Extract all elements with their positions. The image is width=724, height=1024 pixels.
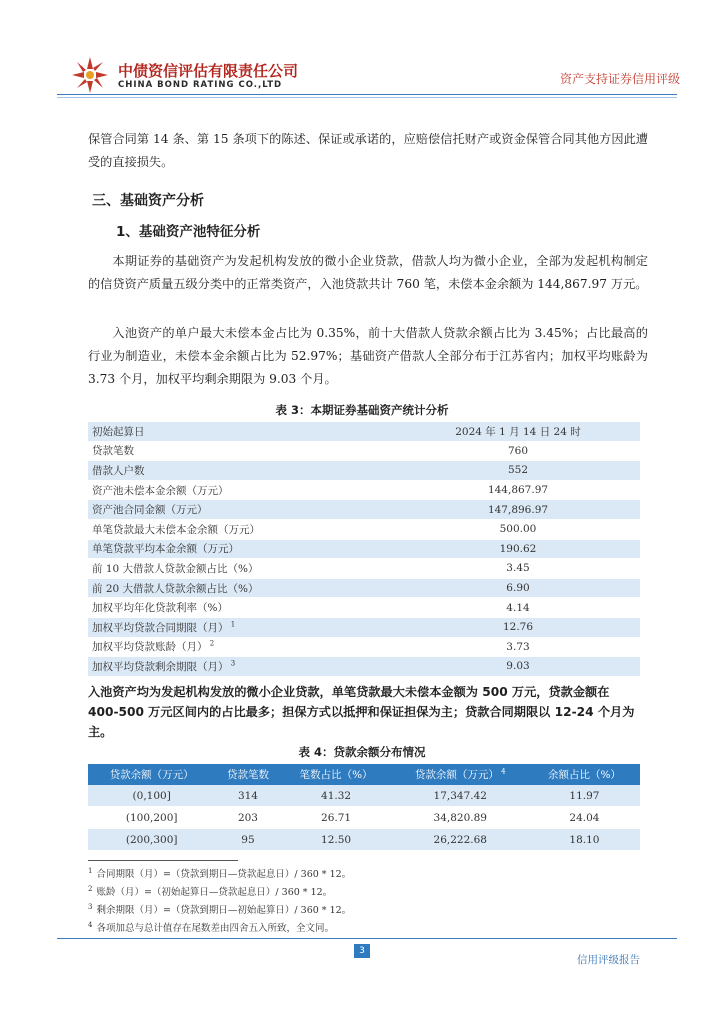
table3-label-cell: 加权平均贷款剩余期限（月） $^3$	[88, 657, 396, 677]
table3-row	[88, 578, 640, 598]
table4-cell: 314	[215, 785, 280, 807]
footer-label: 信用评级报告	[577, 954, 640, 966]
table4-header-cell: 贷款笔数	[215, 764, 280, 785]
table3-value-cell: 4.14	[506, 601, 530, 614]
table3-label-cell: 单笔贷款平均本金余额（万元）	[88, 539, 396, 559]
table3-row	[88, 461, 640, 481]
footnote-item: $^1$ 合同期限（月）=（贷款到期日—贷款起息日）/ 360 * 12。	[88, 867, 352, 881]
table3-row	[88, 422, 640, 441]
table4-row	[88, 807, 640, 829]
footnote-divider	[88, 860, 238, 861]
table3-value-cell: 12.76	[396, 617, 640, 637]
table4-balance-distribution	[88, 764, 640, 851]
table4-cell: 41.32	[281, 785, 392, 807]
table3-row	[88, 598, 640, 618]
table4-row	[88, 829, 640, 851]
footnote-ref: 1	[228, 620, 236, 629]
table3-label-cell: 初始起算日	[88, 422, 396, 441]
table4-cell: (200,300]	[88, 829, 215, 851]
footnotes	[88, 864, 644, 937]
table4-cell: 17,347.42	[392, 785, 529, 807]
table4-cell: (0,100]	[88, 785, 215, 807]
subsection-title: 1、基础资产池特征分析	[116, 224, 261, 240]
table4-cell: 95	[215, 829, 280, 851]
footnote-ref: 4	[498, 767, 506, 776]
table3-value-cell: 552	[396, 461, 640, 481]
intro-paragraph: 保管合同第 14 条、第 15 条项下的陈述、保证或承诺的，应赔偿信托财产或资金保管合同其他方因此遭受的直接损失。	[88, 132, 648, 169]
table4-cell: 26,222.68	[392, 829, 529, 851]
table4-header-cell: 贷款余额（万元） $^4$	[392, 764, 529, 785]
page-header	[0, 0, 724, 100]
paragraph-pool-concentration: 入池资产的单户最大未偿本金占比为 0.35%，前十大借款人贷款余额占比为 3.45%；占比最高的行业为制造业，未偿本金余额占比为 52.97%；基础资产借款人全部分布于江苏省内；加权平均账龄为 3.73 个月，加权平均剩余期限为 9.03 个月。	[88, 326, 648, 386]
table4-caption: 表 4：贷款余额分布情况	[298, 745, 426, 759]
table4-cell: 18.10	[529, 829, 640, 851]
table3-row	[88, 559, 640, 579]
table4-cell: 34,820.89	[392, 807, 529, 829]
table3-asset-statistics	[88, 422, 640, 677]
table3-label-cell: 资产池未偿本金余额（万元）	[92, 484, 229, 497]
table3-value-cell: 147,896.97	[396, 500, 640, 520]
bold-summary-paragraph: 入池资产均为发起机构发放的微小企业贷款，单笔贷款最大未偿本金额为 500 万元，贷款金额在 400-500 万元区间内的占比最多；担保方式以抵押和保证担保为主；贷款合同期限以 12-24 个月为主。	[88, 685, 635, 739]
table3-row	[88, 539, 640, 559]
table4-header-cell: 笔数占比（%）	[281, 764, 392, 785]
paragraph-pool-overview: 本期证券的基础资产为发起机构发放的微小企业贷款，借款人均为微小企业，全部为发起机构制定的信贷资产质量五级分类中的正常类资产，入池贷款共计 760 笔，未偿本金余额为 144,867.97 万元。	[88, 254, 648, 291]
table3-row	[88, 480, 640, 500]
table3-value-cell: 3.45	[506, 562, 530, 575]
header-divider	[57, 94, 677, 95]
table4-cell: 12.50	[281, 829, 392, 851]
table4-row	[88, 785, 640, 807]
footer-divider	[57, 938, 677, 939]
table3-label-cell: 加权平均贷款合同期限（月） $^1$	[88, 617, 396, 637]
table3-value-cell: 500.00	[499, 523, 537, 536]
table3-label-cell: 加权平均贷款账龄（月） $^2$	[92, 639, 215, 654]
table4-cell: 26.71	[281, 807, 392, 829]
table4-cell: 203	[215, 807, 280, 829]
table3-label-cell: 加权平均年化贷款利率（%）	[92, 602, 228, 615]
table3-value-cell: 760	[507, 444, 529, 457]
company-name-cn: 中债资信评估有限责任公司	[118, 62, 299, 80]
table4-cell: 24.04	[529, 807, 640, 829]
table3-value-cell: 144,867.97	[487, 484, 549, 497]
company-name-en: CHINA BOND RATING CO.,LTD	[118, 80, 283, 90]
table3-row	[88, 637, 640, 657]
table3-label-cell: 单笔贷款最大未偿本金余额（万元）	[92, 523, 260, 536]
table3-caption: 表 3：本期证券基础资产统计分析	[275, 403, 449, 417]
table3-row	[88, 500, 640, 520]
table3-value-cell: 190.62	[396, 539, 640, 559]
report-type-label: 资产支持证券信用评级	[559, 72, 680, 86]
table3-row	[88, 617, 640, 637]
footnote-item: $^4$ 各项加总与总计值存在尾数差由四舍五入所致，全文同。	[88, 921, 334, 935]
table3-value-cell: 2024 年 1 月 14 日 24 时	[396, 422, 640, 441]
table3-label-cell: 前 20 大借款人贷款余额占比（%）	[88, 578, 396, 598]
footnote-ref: 2	[207, 639, 215, 648]
table3-row	[88, 441, 640, 461]
table4-header-cell: 余额占比（%）	[529, 764, 640, 785]
header-divider-secondary	[57, 97, 677, 98]
table3-value-cell: 3.73	[506, 640, 530, 653]
table3-label-cell: 资产池合同金额（万元）	[88, 500, 396, 520]
table3-label-cell: 前 10 大借款人贷款金额占比（%）	[92, 562, 259, 575]
table4-header-cell: 贷款余额（万元）	[88, 764, 215, 785]
table3-value-cell: 6.90	[396, 578, 640, 598]
table3-value-cell: 9.03	[396, 657, 640, 677]
table3-row	[88, 657, 640, 677]
table3-label-cell: 借款人户数	[88, 461, 396, 481]
footnote-ref: 3	[228, 659, 236, 668]
table4-cell: 11.97	[529, 785, 640, 807]
page-number: 3	[354, 944, 370, 958]
company-logo-icon	[70, 55, 110, 95]
footnote-item: $^2$ 账龄（月）=（初始起算日—贷款起息日）/ 360 * 12。	[88, 885, 333, 899]
table3-label-cell: 贷款笔数	[92, 445, 134, 458]
table4-cell: (100,200]	[88, 807, 215, 829]
footnote-item: $^3$ 剩余期限（月）=（贷款到期日—初始起算日）/ 360 * 12。	[88, 903, 352, 917]
section-title: 三、基础资产分析	[92, 193, 204, 209]
table3-row	[88, 519, 640, 539]
